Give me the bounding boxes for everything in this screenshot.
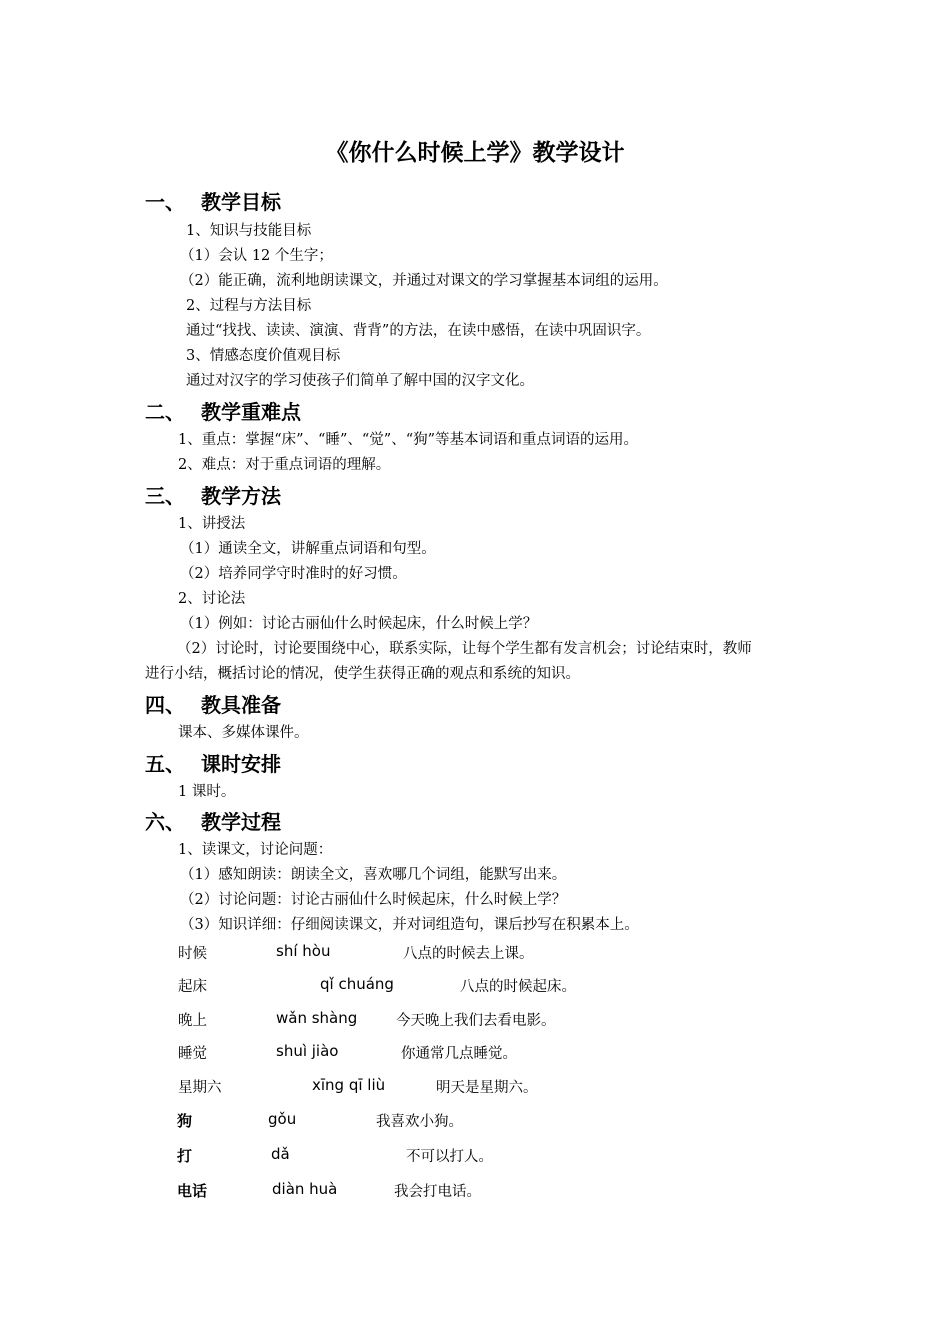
body-line: （2）能正确，流利地朗读课文，并通过对课文的学习掌握基本词组的运用。 — [180, 273, 668, 289]
vocab-word: 睡觉 — [178, 1046, 207, 1062]
vocab-sentence: 明天是星期六。 — [436, 1080, 538, 1096]
body-line: 2、过程与方法目标 — [186, 298, 312, 314]
section-number: 六、 — [145, 810, 185, 834]
vocab-pinyin: qǐ chuáng — [320, 975, 394, 993]
body-line: 1、重点：掌握“床”、“睡”、“觉”、“狗”等基本词语和重点词语的运用。 — [178, 432, 639, 448]
vocab-word: 打 — [177, 1147, 193, 1165]
body-line: （1）会认 12 个生字； — [180, 248, 333, 264]
vocab-sentence: 八点的时候起床。 — [460, 979, 576, 995]
body-line: 通过“找找、读读、演演、背背”的方法，在读中感悟，在读中巩固识字。 — [186, 323, 651, 339]
vocab-word: 星期六 — [178, 1080, 222, 1096]
body-line: 1、讲授法 — [178, 516, 246, 532]
body-line: 3、情感态度价值观目标 — [186, 348, 341, 364]
section-title: 教具准备 — [201, 693, 281, 717]
vocab-pinyin: wǎn shàng — [276, 1009, 358, 1027]
body-line: （1）通读全文，讲解重点词语和句型。 — [180, 541, 436, 557]
body-line: 1、知识与技能目标 — [186, 223, 312, 239]
body-line: 1 课时。 — [178, 784, 236, 800]
body-line: 1、读课文，讨论问题： — [178, 842, 333, 858]
section-heading — [145, 689, 281, 718]
body-line: 进行小结，概括讨论的情况，使学生获得正确的观点和系统的知识。 — [145, 666, 580, 682]
body-line: 课本、多媒体课件。 — [178, 725, 309, 741]
section-title: 教学过程 — [201, 810, 281, 834]
section-number: 二、 — [145, 400, 185, 424]
vocab-sentence: 你通常几点睡觉。 — [401, 1046, 517, 1062]
vocab-pinyin: shí hòu — [276, 942, 331, 960]
vocab-sentence: 我会打电话。 — [394, 1184, 481, 1200]
section-heading — [145, 396, 301, 425]
vocab-sentence: 不可以打人。 — [406, 1149, 493, 1165]
body-line: （2）讨论问题：讨论古丽仙什么时候起床，什么时候上学？ — [180, 892, 567, 908]
section-heading — [145, 748, 281, 777]
vocab-word: 时候 — [178, 946, 207, 962]
vocab-sentence: 今天晚上我们去看电影。 — [396, 1013, 556, 1029]
section-number: 五、 — [145, 752, 185, 776]
vocab-word: 晚上 — [178, 1013, 207, 1029]
vocab-pinyin: diàn huà — [272, 1180, 338, 1198]
vocab-word: 狗 — [177, 1112, 193, 1130]
vocab-sentence: 八点的时候去上课。 — [403, 946, 534, 962]
section-number: 四、 — [145, 693, 185, 717]
section-title: 课时安排 — [201, 752, 281, 776]
vocab-word: 电话 — [177, 1182, 208, 1200]
body-line: （1）例如：讨论古丽仙什么时候起床，什么时候上学？ — [180, 616, 538, 632]
document-title: 《你什么时候上学》教学设计 — [325, 140, 625, 166]
vocab-pinyin: dǎ — [271, 1145, 290, 1163]
section-number: 一、 — [145, 190, 185, 214]
section-number: 三、 — [145, 484, 185, 508]
body-line: （2）讨论时，讨论要围绕中心，联系实际，让每个学生都有发言机会；讨论结束时，教师 — [177, 641, 752, 657]
section-title: 教学目标 — [201, 190, 281, 214]
vocab-sentence: 我喜欢小狗。 — [376, 1114, 463, 1130]
section-title: 教学方法 — [201, 484, 281, 508]
vocab-pinyin: shuì jiào — [276, 1042, 339, 1060]
section-title: 教学重难点 — [201, 400, 301, 424]
section-heading — [145, 806, 281, 835]
body-line: 2、讨论法 — [178, 591, 246, 607]
body-line: 通过对汉字的学习使孩子们简单了解中国的汉字文化。 — [186, 373, 534, 389]
vocab-word: 起床 — [178, 979, 207, 995]
section-heading — [145, 186, 281, 215]
section-heading — [145, 480, 281, 509]
body-line: （3）知识详细：仔细阅读课文，并对词组造句，课后抄写在积累本上。 — [180, 917, 639, 933]
vocab-pinyin: xīng qī liù — [312, 1076, 386, 1094]
body-line: （2）培养同学守时准时的好习惯。 — [180, 566, 407, 582]
body-line: 2、难点：对于重点词语的理解。 — [178, 457, 391, 473]
body-line: （1）感知朗读：朗读全文，喜欢哪几个词组，能默写出来。 — [180, 867, 567, 883]
vocab-pinyin: gǒu — [268, 1110, 297, 1128]
